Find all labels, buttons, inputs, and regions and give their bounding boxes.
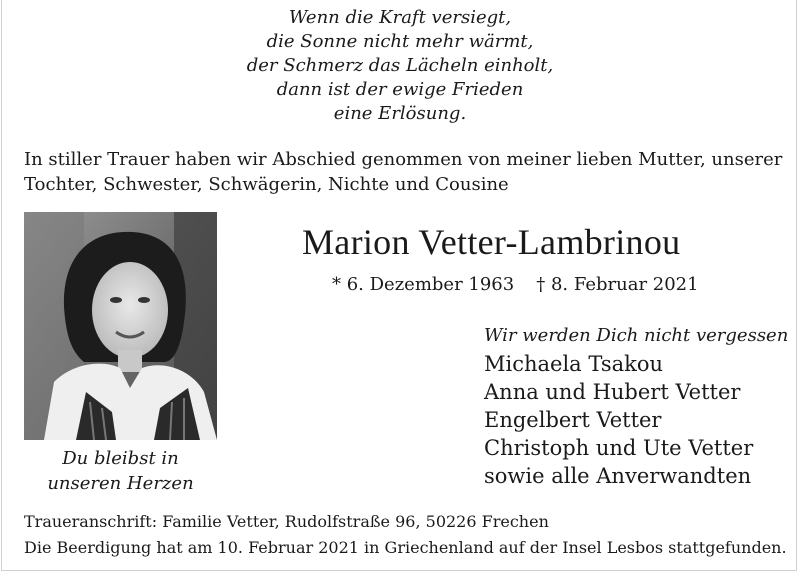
mourner-name: Engelbert Vetter <box>484 408 662 432</box>
death-date: † 8. Februar 2021 <box>536 274 699 295</box>
mourner-name: sowie alle Anverwandten <box>484 464 752 488</box>
poem-line: die Sonne nicht mehr wärmt, <box>266 31 534 52</box>
mourner-name: Anna und Hubert Vetter <box>484 380 741 404</box>
mourners-motto: Wir werden Dich nicht vergessen <box>484 325 789 346</box>
poem-line: dann ist der ewige Frieden <box>276 79 524 100</box>
poem-line: Wenn die Kraft versiegt, <box>288 7 512 28</box>
poem-line: eine Erlösung. <box>333 103 467 124</box>
birth-date: * 6. Dezember 1963 <box>332 274 515 295</box>
portrait-photo <box>24 212 217 440</box>
photo-caption <box>24 446 217 496</box>
mourner-name: Christoph und Ute Vetter <box>484 436 754 460</box>
poem-line: der Schmerz das Lächeln einholt, <box>246 55 554 76</box>
mourner-name: Michaela Tsakou <box>484 352 664 376</box>
mourning-address: Traueranschrift: Familie Vetter, Rudolfstraße 96, 50226 Frechen <box>24 512 549 531</box>
footer <box>24 509 787 561</box>
intro-text: In stiller Trauer haben wir Abschied genommen von meiner lieben Mutter, unserer Tochter, Schwester, Schwägerin, Nichte und Cousine <box>24 149 783 195</box>
deceased-name: Marion Vetter-Lambrinou <box>302 222 681 262</box>
mourners-list <box>484 322 788 490</box>
poem <box>0 6 800 126</box>
life-dates <box>332 272 699 298</box>
photo-caption-line: Du bleibst in <box>62 448 179 469</box>
photo-caption-line: unseren Herzen <box>47 473 194 494</box>
funeral-note: Die Beerdigung hat am 10. Februar 2021 in Griechenland auf der Insel Lesbos stattgefunden. <box>24 538 787 557</box>
